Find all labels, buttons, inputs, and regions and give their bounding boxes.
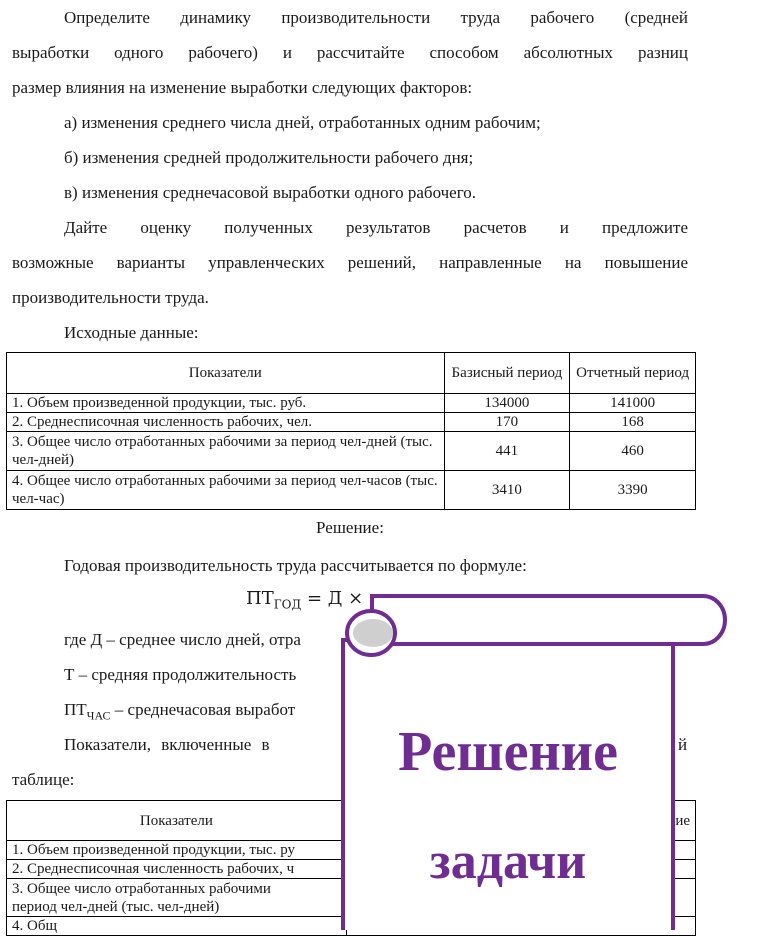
definition-hours: Т – средняя продолжительность — [64, 665, 297, 684]
row-label: 1. Объем произведенной продукции, тыс. руб. — [7, 394, 445, 413]
row-report-value: 141000 — [570, 394, 696, 413]
table-word: таблице: — [12, 770, 75, 789]
header-report-period: Отчетный период — [570, 353, 696, 394]
banner-title-line-2: задачи — [429, 833, 587, 890]
header-base-period: Базисный период — [444, 353, 570, 394]
row-base-value: 134000 — [444, 394, 570, 413]
row-base-value: 441 — [444, 432, 570, 471]
factor-c: в) изменения среднечасовой выработки одного рабочего. — [64, 183, 477, 202]
row-report-value: 460 — [570, 432, 696, 471]
row-label: 2. Среднесписочная численность рабочих, чел. — [7, 413, 445, 432]
intro-line-3: размер влияния на изменение выработки следующих факторов: — [12, 78, 473, 97]
solution-title: Решение: — [316, 518, 384, 537]
definition-days: где Д – среднее число дней, отра — [64, 630, 301, 649]
pt-prefix: ПТ — [64, 700, 87, 719]
intro-line-1: Определите динамику производительности труда рабочего (средней — [64, 8, 688, 27]
row-base-value: 170 — [444, 413, 570, 432]
row-base-value: 3410 — [444, 471, 570, 510]
formula-subscript: ГОД — [273, 597, 302, 612]
assessment-line-3: производительности труда. — [12, 288, 209, 307]
assessment-line-2: возможные варианты управленческих решений, направленные на повышение — [12, 253, 688, 272]
indicators-sentence: Показатели, включенные в — [64, 735, 270, 754]
formula-lhs: ПТ — [246, 588, 274, 609]
scroll-curl-shadow — [353, 619, 393, 647]
factor-a: а) изменения среднего числа дней, отработанных одним рабочим; — [64, 113, 541, 132]
pt-subscript: ЧАС — [86, 708, 111, 723]
factor-b: б) изменения средней продолжительности рабочего дня; — [64, 148, 474, 167]
row-label-line: 3. Общее число отработанных рабочими — [12, 880, 271, 897]
indicators-sentence-tail: й — [678, 735, 688, 754]
header-indicators: Показатели — [7, 801, 347, 841]
row-label: 4. Общее число отработанных рабочими за период чел-часов (тыс. чел-час) — [7, 471, 445, 510]
row-label-line: период чел-дней (тыс. чел-дней) — [12, 898, 220, 915]
header-indicators: Показатели — [7, 353, 445, 394]
assessment-line-1: Дайте оценку полученных результатов расчетов и предложите — [64, 218, 688, 237]
formula-intro: Годовая производительность труда рассчитывается по формуле: — [64, 556, 527, 575]
row-label: 4. Общ — [7, 917, 347, 936]
row-label: 3. Общее число отработанных рабочими за период чел-дней (тыс. чел-дней) — [7, 432, 445, 471]
header-tail: ие — [346, 801, 695, 841]
scroll-top-roll — [372, 596, 725, 644]
row-label: 2. Среднесписочная численность рабочих, ч — [7, 860, 347, 879]
row-report-value: 3390 — [570, 471, 696, 510]
formula-rhs: = Д × — [306, 588, 364, 609]
source-data-label: Исходные данные: — [64, 323, 199, 342]
pt-definition: – среднечасовая выработ — [110, 700, 296, 719]
row-label: 1. Объем произведенной продукции, тыс. ру — [7, 841, 347, 860]
row-report-value: 168 — [570, 413, 696, 432]
banner-title-line-1: Решение — [398, 721, 618, 783]
intro-line-2: выработки одного рабочего) и рассчитайте способом абсолютных разниц — [12, 43, 688, 62]
